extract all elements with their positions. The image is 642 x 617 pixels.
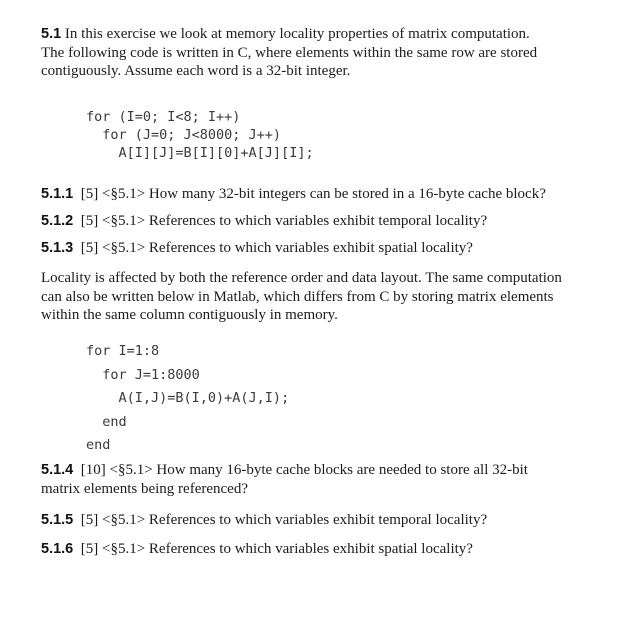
- question-text: [10] <§5.1> How many 16-byte cache blocks are needed to store all 32-bit: [80, 462, 528, 478]
- question-5-1-4: [41, 461, 528, 498]
- question-5-1-2: [41, 212, 487, 231]
- question-number: 5.1.6: [41, 541, 74, 557]
- c-code-block: [86, 108, 314, 162]
- intro-line-3: contiguously. Assume each word is a 32-bit integer.: [41, 63, 351, 79]
- question-5-1-1: [41, 185, 546, 204]
- question-text: [5] <§5.1> References to which variables exhibit spatial locality?: [80, 240, 473, 256]
- question-text: [5] <§5.1> References to which variables exhibit temporal locality?: [80, 213, 488, 229]
- locality-paragraph: [41, 269, 562, 325]
- code-line: A[I][J]=B[I][0]+A[J][I];: [86, 145, 314, 161]
- question-number: 5.1.4: [41, 462, 74, 478]
- intro-text-1: In this exercise we look at memory locality properties of matrix computation.: [64, 26, 530, 42]
- code-line: for (J=0; J<8000; J++): [86, 127, 282, 143]
- question-5-1-3: [41, 239, 473, 258]
- question-text: [5] <§5.1> References to which variables exhibit spatial locality?: [80, 541, 473, 557]
- matlab-code-block: [86, 340, 289, 458]
- exercise-intro: [41, 25, 537, 81]
- intro-line-2: The following code is written in C, where elements within the same row are stored: [41, 44, 538, 61]
- code-line: end: [86, 413, 127, 430]
- code-line: end: [86, 437, 111, 454]
- intro-line-1: [41, 25, 537, 44]
- paragraph-line: within the same column contiguously in memory.: [41, 307, 338, 323]
- paragraph-line: Locality is affected by both the reference order and data layout. The same computation: [41, 270, 562, 286]
- question-number: 5.1.5: [41, 512, 74, 528]
- question-5-1-6: [41, 540, 473, 559]
- question-number: 5.1.1: [41, 186, 74, 202]
- question-5-1-5: [41, 511, 487, 530]
- code-line: for (I=0; I<8; I++): [86, 109, 241, 125]
- question-text: [5] <§5.1> How many 32-bit integers can be stored in a 16-byte cache block?: [80, 186, 546, 202]
- exercise-number: 5.1: [41, 26, 62, 42]
- question-line: matrix elements being referenced?: [41, 480, 248, 497]
- code-line: A(I,J)=B(I,0)+A(J,I);: [86, 390, 290, 407]
- question-number: 5.1.3: [41, 240, 74, 256]
- paragraph-line: can also be written below in Matlab, which differs from C by storing matrix elements: [41, 288, 554, 305]
- question-line: [41, 461, 528, 480]
- code-line: for J=1:8000: [86, 366, 200, 383]
- question-number: 5.1.2: [41, 213, 74, 229]
- code-line: for I=1:8: [86, 343, 160, 359]
- question-text: [5] <§5.1> References to which variables exhibit temporal locality?: [80, 512, 488, 528]
